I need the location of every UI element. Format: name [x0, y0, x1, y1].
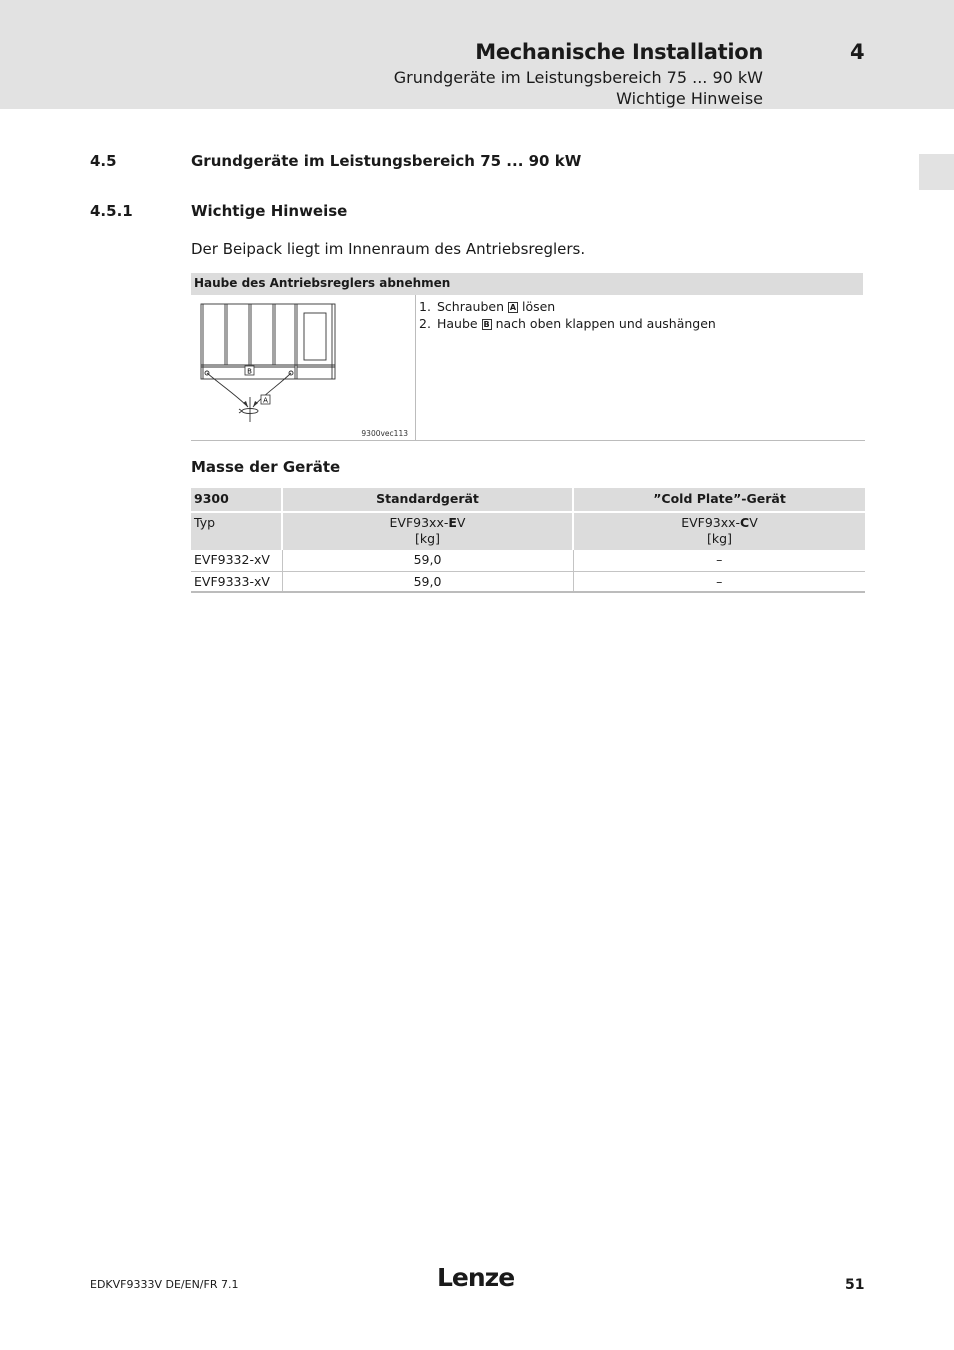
- procedure-title: Haube des Antriebsreglers abnehmen: [191, 273, 863, 295]
- page-number: 51: [845, 1277, 865, 1293]
- procedure-step: 2. Haube B nach oben klappen und aushängen: [419, 316, 716, 331]
- lenze-logo: Lenze: [437, 1263, 515, 1292]
- cell-standard: 59,0: [282, 550, 573, 571]
- masse-table: [191, 488, 865, 593]
- section-number: 4.5: [90, 152, 117, 170]
- cell-type: EVF9332-xV: [191, 550, 282, 571]
- drive-cover-drawing: [191, 295, 416, 440]
- header-subsubtitle: Wichtige Hinweise: [616, 89, 763, 108]
- table-row: [191, 550, 865, 571]
- figure-label-a: A: [263, 396, 268, 405]
- ref-box-a: A: [509, 303, 517, 312]
- column-header: Standardgerät: [282, 488, 573, 511]
- subheader-label: Typ: [191, 513, 282, 550]
- procedure-figure: [191, 295, 416, 440]
- procedure-row: [191, 295, 865, 441]
- ref-box-b: B: [483, 320, 490, 329]
- subsection-number: 4.5.1: [90, 202, 133, 220]
- subheader-standard: EVF93xx-EV [kg]: [282, 513, 573, 550]
- procedure-step: 1. Schrauben A lösen: [419, 299, 556, 314]
- figure-code: 9300vec113: [361, 429, 408, 438]
- cell-cold: –: [573, 571, 865, 592]
- figure-label-b: B: [247, 367, 252, 376]
- chapter-side-tab: [919, 154, 954, 190]
- section-title: Grundgeräte im Leistungsbereich 75 ... 90 kW: [191, 152, 582, 170]
- masse-title: Masse der Geräte: [191, 458, 341, 476]
- header-subtitle: Grundgeräte im Leistungsbereich 75 ... 90 kW: [393, 68, 763, 87]
- column-header: ”Cold Plate”-Gerät: [573, 488, 865, 511]
- cell-type: EVF9333-xV: [191, 571, 282, 592]
- procedure-steps: [419, 298, 716, 332]
- table-row: [191, 571, 865, 592]
- header-chapter-number: 4: [850, 40, 865, 64]
- subsection-title: Wichtige Hinweise: [191, 202, 348, 220]
- table-header-row: [191, 488, 865, 511]
- column-header: 9300: [191, 488, 282, 511]
- header-title: Mechanische Installation: [475, 40, 763, 64]
- cell-standard: 59,0: [282, 571, 573, 592]
- table-subheader-row: [191, 513, 865, 550]
- footer-doc-id: EDKVF9333V DE/EN/FR 7.1: [90, 1278, 239, 1291]
- subheader-cold: EVF93xx-CV [kg]: [573, 513, 865, 550]
- cell-cold: –: [573, 550, 865, 571]
- intro-text: Der Beipack liegt im Innenraum des Antriebsreglers.: [191, 240, 586, 258]
